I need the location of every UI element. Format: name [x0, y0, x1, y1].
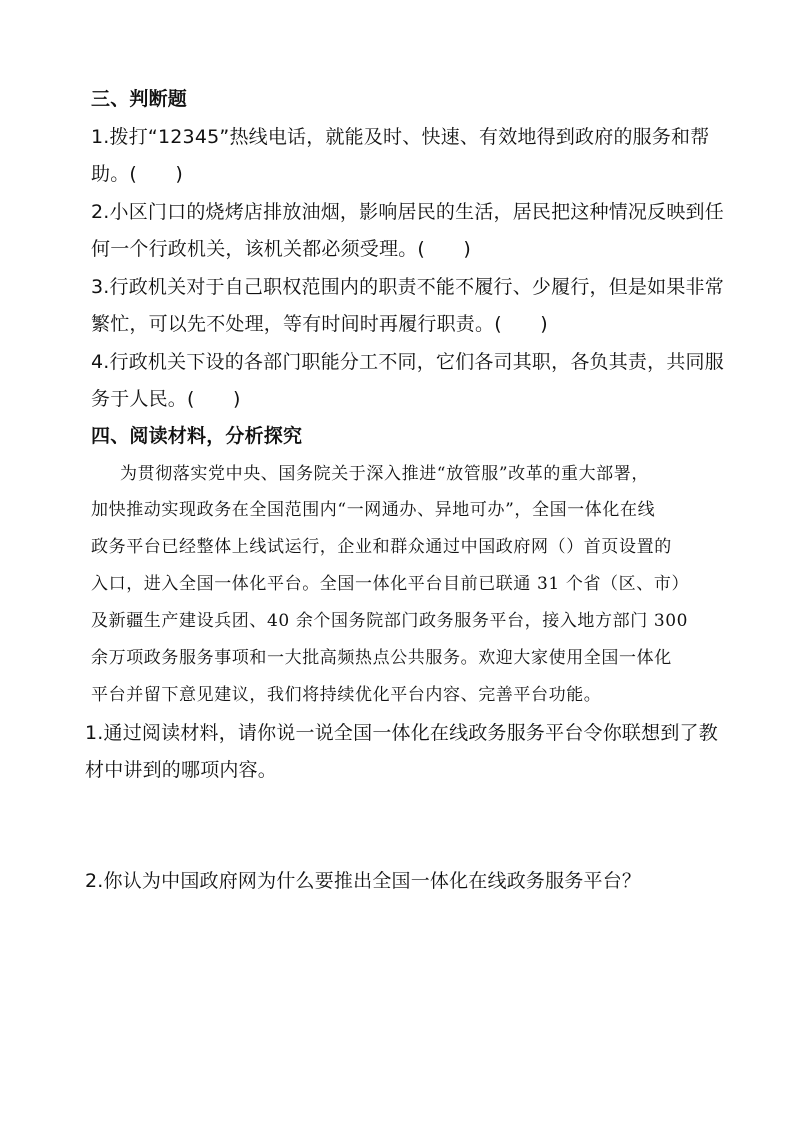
judgment-question-2-line-2: 何一个行政机关，该机关都必须受理。( ) [91, 238, 472, 260]
reading-material-line: 为贯彻落实党中央、国务院关于深入推进“放管服”改革的重大部署， [120, 464, 649, 484]
judgment-question-3-line-2: 繁忙，可以先不处理，等有时间时再履行职责。( ) [91, 313, 548, 335]
judgment-question-4-line-1: 4.行政机关下设的各部门职能分工不同，它们各司其职，各负其责，共同服 [91, 351, 724, 373]
judgment-question-1-line-1: 1.拨打“12345”热线电话，就能及时、快速、有效地得到政府的服务和帮 [91, 126, 710, 148]
reading-material-line: 平台并留下意见建议，我们将持续优化平台内容、完善平台功能。 [91, 685, 602, 705]
reading-material-line: 及新疆生产建设兵团、40 余个国务院部门政务服务平台，接入地方部门 300 [91, 611, 689, 631]
reading-material-line: 余万项政务服务事项和一大批高频热点公共服务。欢迎大家使用全国一体化 [91, 648, 672, 668]
judgment-question-2-line-1: 2.小区门口的烧烤店排放油烟，影响居民的生活，居民把这种情况反映到任 [91, 201, 724, 223]
reading-material-line: 加快推动实现政务在全国范围内“一网通办、异地可办”，全国一体化在线 [91, 500, 656, 520]
analysis-question-1-line-1: 1.通过阅读材料，请你说一说全国一体化在线政务服务平台令你联想到了教 [85, 722, 718, 744]
reading-material-line: 政务平台已经整体上线试运行，企业和群众通过中国政府网（）首页设置的 [91, 537, 672, 557]
analysis-question-2: 2.你认为中国政府网为什么要推出全国一体化在线政务服务平台？ [85, 870, 642, 892]
judgment-question-1-line-2: 助。( ) [91, 163, 184, 185]
section-3-heading: 三、判断题 [91, 88, 188, 110]
judgment-question-4-line-2: 务于人民。( ) [91, 388, 241, 410]
reading-material-line: 入口，进入全国一体化平台。全国一体化平台目前已联通 31 个省（区、市） [91, 574, 690, 594]
section-4-heading: 四、阅读材料，分析探究 [91, 425, 303, 447]
judgment-question-3-line-1: 3.行政机关对于自己职权范围内的职责不能不履行、少履行，但是如果非常 [91, 276, 724, 298]
analysis-question-1-line-2: 材中讲到的哪项内容。 [85, 759, 278, 781]
